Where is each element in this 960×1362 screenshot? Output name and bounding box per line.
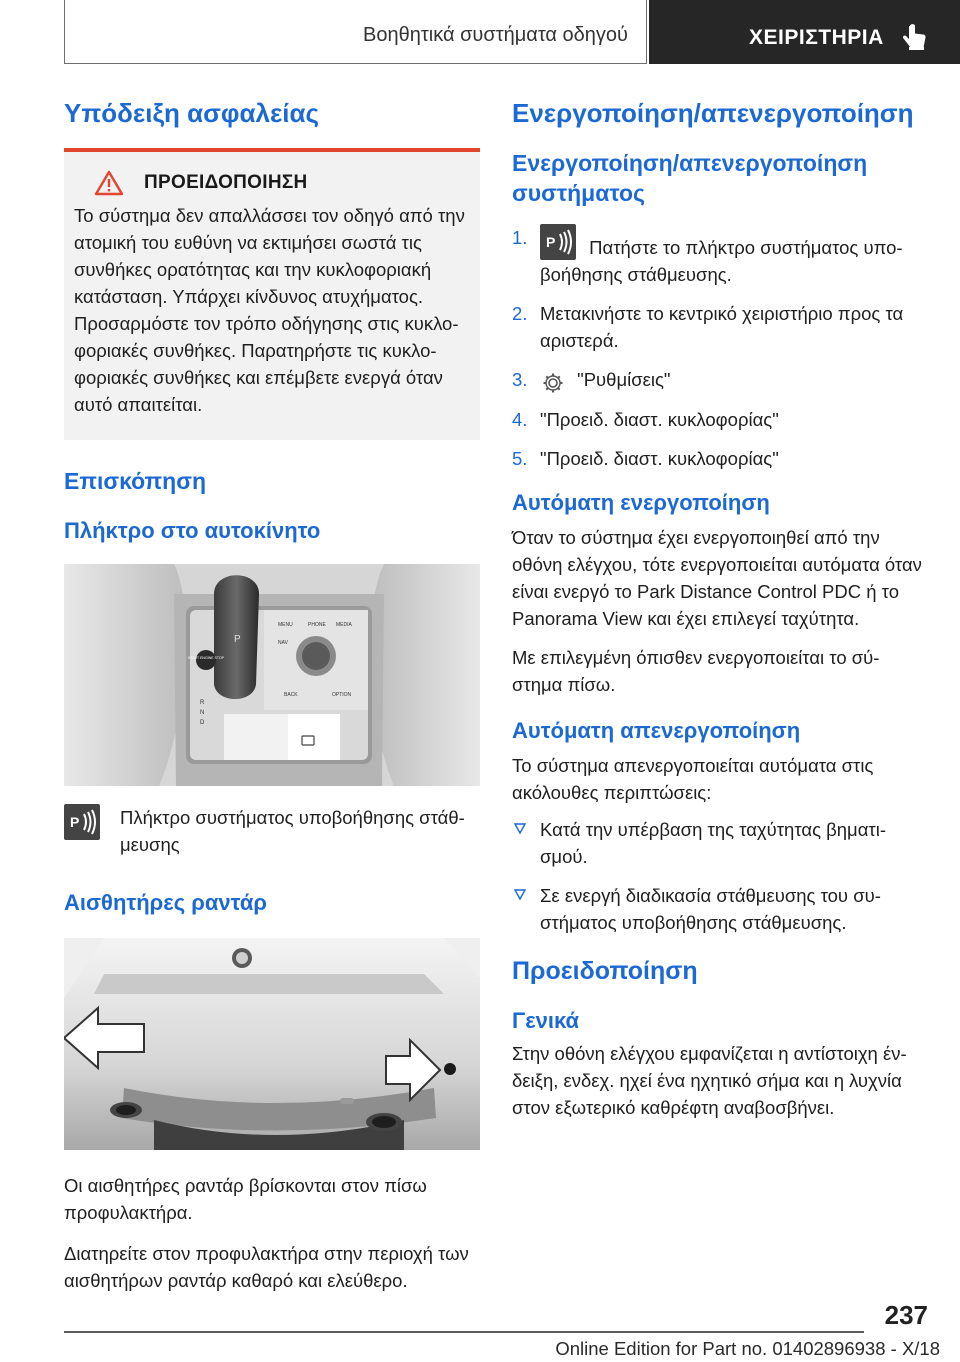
button-caption: Πλήκτρο συστήματος υποβοήθησης στάθ-μευσης (120, 807, 465, 855)
activation-steps (512, 224, 928, 472)
edition-text: Online Edition for Part no. 01402896938 - X/18 (555, 1338, 940, 1359)
step-text: "Ρυθμίσεις" (577, 369, 671, 390)
left-column (64, 96, 480, 1294)
console-label-back: BACK (284, 692, 298, 698)
park-distance-icon (64, 804, 100, 840)
auto-on-text-2: Με επιλεγμένη όπισθεν ενεργοποιείται το σύ-στημα πίσω. (512, 647, 880, 695)
warning-triangle-icon (94, 170, 124, 196)
svg-text:P: P (70, 814, 80, 830)
step-item (512, 406, 928, 433)
sensors-heading: Αισθητήρες ραντάρ (64, 890, 267, 915)
list-item (512, 816, 928, 870)
step-item (512, 445, 928, 472)
triangle-bullet-icon (514, 823, 526, 835)
auto-on-heading: Αυτόματη ενεργοποίηση (512, 490, 770, 515)
footer-divider (64, 1331, 864, 1333)
console-label-phone: PHONE (308, 622, 326, 628)
section-tab (649, 0, 960, 64)
console-illustration (64, 564, 480, 786)
safety-heading: Υπόδειξη ασφαλείας (64, 98, 320, 128)
bumper-photo (64, 938, 480, 1150)
park-distance-icon (540, 224, 576, 260)
auto-off-heading: Αυτόματη απενεργοποίηση (512, 718, 801, 743)
step-number: 2. (512, 303, 528, 324)
sensors-text-2: Διατηρείτε στον προφυλακτήρα στην περιοχή των αισθητήρων ραντάρ καθαρό και ελεύθερο. (64, 1243, 469, 1291)
step-item (512, 300, 928, 354)
gear-icon (542, 372, 564, 394)
console-label-option: OPTION (332, 692, 352, 698)
auto-off-list (512, 816, 928, 936)
list-item (512, 882, 928, 936)
page-number: 237 (884, 1300, 928, 1330)
step-number: 1. (512, 227, 528, 248)
console-label-n: N (200, 710, 205, 716)
section-tab-label: ΧΕΙΡΙΣΤΗΡΙΑ (749, 26, 884, 49)
step-number: 5. (512, 448, 528, 469)
list-item-text: Σε ενεργή διαδικασία στάθμευσης του συ-στήματος υποβοήθησης στάθμευσης. (540, 885, 881, 933)
button-caption-row (64, 804, 480, 858)
list-item-text: Κατά την υπέρβαση της ταχύτητας βηματι-σμού. (540, 819, 886, 867)
step-number: 4. (512, 409, 528, 430)
console-label-media: MEDIA (336, 622, 352, 628)
step-text: Πατήστε το πλήκτρο συστήματος υπο-βοήθησης στάθμευσης. (540, 237, 903, 285)
warning-box (64, 148, 480, 440)
hand-pointer-icon (901, 22, 931, 52)
auto-on-text-1: Όταν το σύστημα έχει ενεργοποιηθεί από την οθόνη ελέγχου, τότε ενεργοποιείται αυτόματα όταν είναι ενεργό το Park Distance Control PDC ή το Panorama View και έχει επιλεγεί ταχύτητα. (512, 527, 922, 629)
chapter-box (64, 0, 647, 64)
activation-sub-heading: Ενεργοποίηση/απενεργοποίηση συστήματος (512, 150, 868, 206)
step-item (512, 366, 928, 394)
triangle-bullet-icon (514, 889, 526, 901)
auto-off-text: Το σύστημα απενεργοποιείται αυτόματα στις ακόλουθες περιπτώσεις: (512, 755, 874, 803)
svg-text:P: P (546, 234, 556, 250)
warning-title: ΠΡΟΕΙΔΟΠΟΙΗΣΗ (144, 172, 308, 193)
console-photo (64, 564, 480, 786)
general-heading: Γενικά (512, 1008, 580, 1033)
step-text: "Προειδ. διαστ. κυκλοφορίας" (540, 448, 779, 469)
warning-text: Το σύστημα δεν απαλλάσσει τον οδηγό από την ατομική του ευθύνη να εκτιμήσει σωστά τις συνθήκες ορατότητας και την κυκλοφοριακή κατάσταση. Υπάρχει κίνδυνος ατυχήματος. Προσαρμόστε τον τρόπο οδήγησης στις κυκλο-φοριακές συνθήκες. Παρατηρήστε τις κυκλο-φοριακές συνθήκες και επέμβετε ενεργά όταν αυτό απαιτείται. (74, 205, 465, 415)
console-label-r: R (200, 700, 205, 706)
general-text: Στην οθόνη ελέγχου εμφανίζεται η αντίστοιχη έν-δειξη, ενδεχ. ηχεί ένα ηχητικό σήμα και η λυχνία στον εξωτερικό καθρέφτη αναβοσβήνει. (512, 1043, 907, 1118)
console-label-p: P (234, 634, 241, 645)
overview-heading: Επισκόπηση (64, 468, 206, 494)
page-header (64, 0, 960, 64)
step-text: "Προειδ. διαστ. κυκλοφορίας" (540, 409, 779, 430)
button-heading: Πλήκτρο στο αυτοκίνητο (64, 518, 321, 543)
activation-heading: Ενεργοποίηση/απενεργοποίηση (512, 98, 914, 128)
right-column (512, 96, 928, 1121)
console-label-start-stop: START ENGINE STOP (188, 656, 224, 660)
step-text: Μετακινήστε το κεντρικό χειριστήριο προς τα αριστερά. (540, 303, 904, 351)
bumper-illustration (64, 938, 480, 1150)
sensors-text-1: Οι αισθητήρες ραντάρ βρίσκονται στον πίσω προφυλακτήρα. (64, 1175, 427, 1223)
console-label-menu: MENU (278, 622, 293, 628)
chapter-title: Βοηθητικά συστήματα οδηγού (363, 24, 628, 46)
console-label-nav: NAV (278, 640, 288, 646)
step-item (512, 224, 928, 288)
warning-header (74, 170, 468, 196)
step-number: 3. (512, 369, 528, 390)
console-label-d: D (200, 720, 205, 726)
warning-heading: Προειδοποίηση (512, 957, 698, 985)
